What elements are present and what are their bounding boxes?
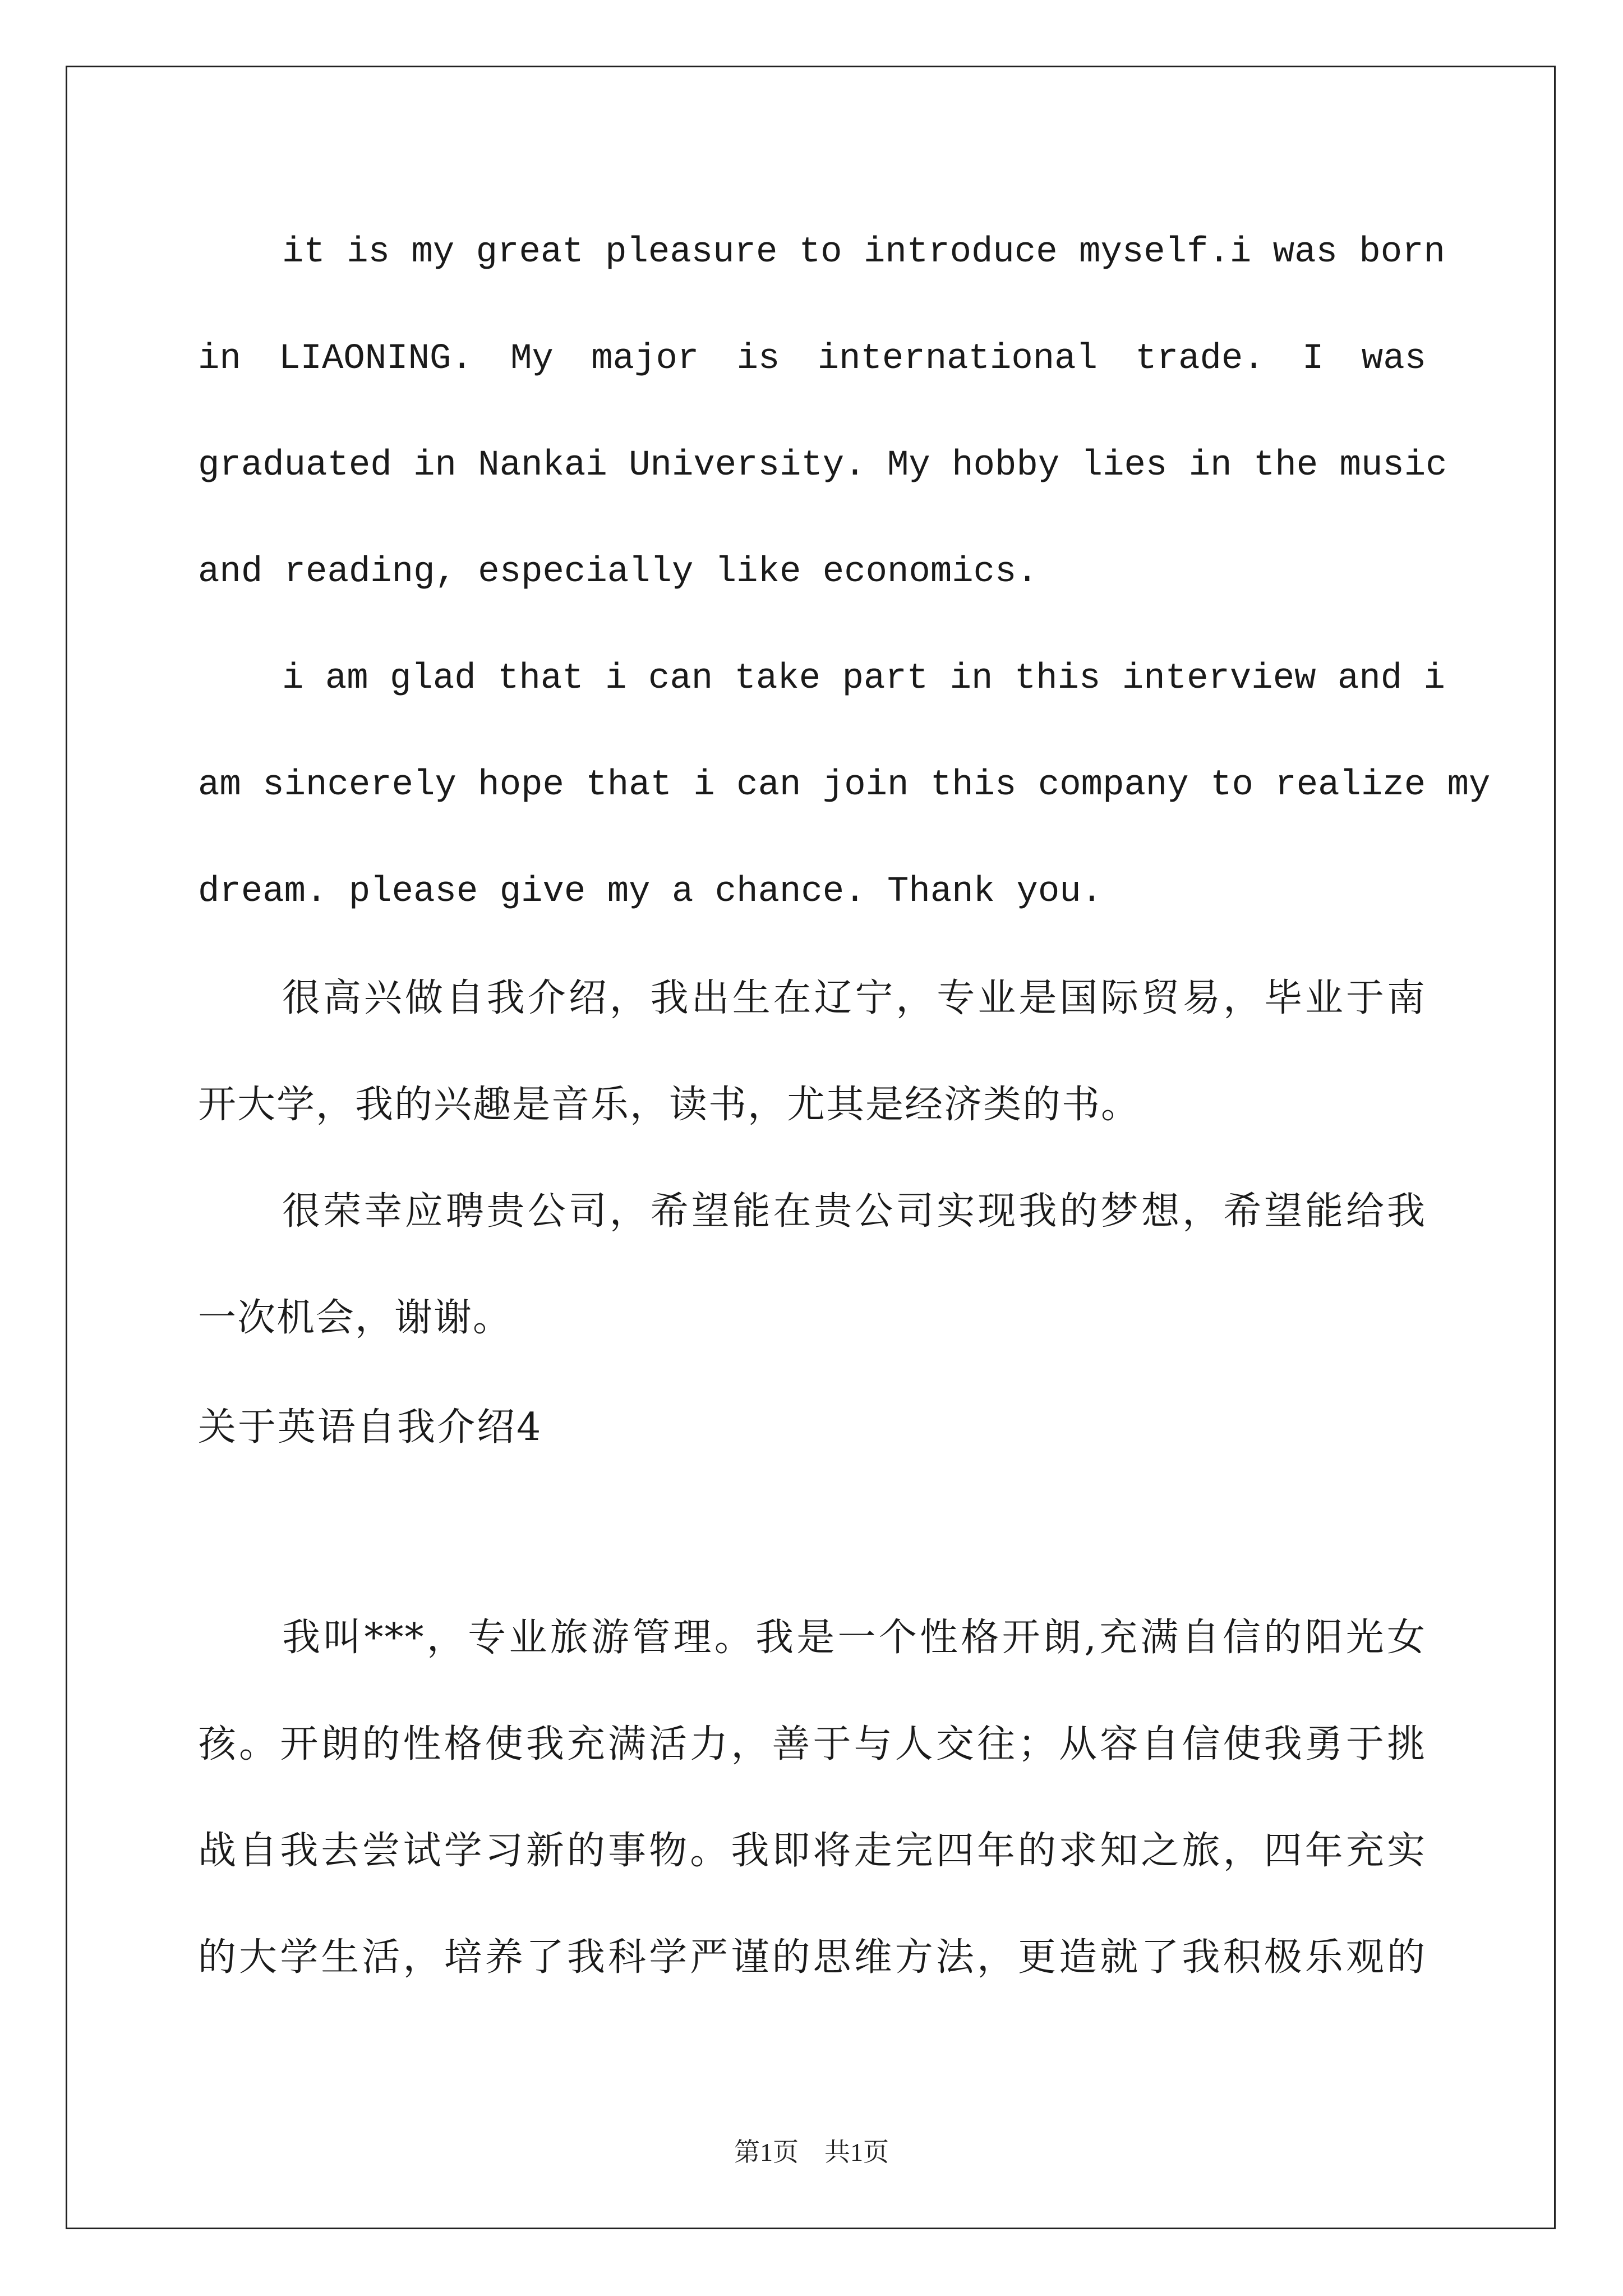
- page-footer: 第1页 共1页: [734, 2138, 889, 2166]
- text-line: 战自我去尝试学习新的事物。我即将走完四年的求知之旅，四年充实: [198, 1829, 1426, 1873]
- text-line: 一次机会，谢谢。: [198, 1296, 513, 1340]
- paragraph-chinese-intro: [198, 945, 1426, 1158]
- paragraph-english-closing: [198, 625, 1491, 945]
- text-line: and reading, especially like economics.: [198, 552, 1038, 592]
- paragraph-chinese-self-intro: [198, 1585, 1426, 2011]
- text-line: it is my great pleasure to introduce myself.i was born: [282, 232, 1445, 273]
- text-line: in LIAONING. My major is international trade. I was: [198, 339, 1426, 379]
- paragraph-chinese-closing: [198, 1158, 1426, 1372]
- text-line: 开大学，我的兴趣是音乐，读书，尤其是经济类的书。: [198, 1083, 1141, 1127]
- text-line: am sincerely hope that i can join this company to realize my: [198, 765, 1491, 806]
- text-line: 很高兴做自我介绍，我出生在辽宁，专业是国际贸易，毕业于南: [282, 976, 1426, 1020]
- text-line: 的大学生活，培养了我科学严谨的思维方法，更造就了我积极乐观的: [198, 1935, 1426, 1980]
- text-line: graduated in Nankai University. My hobby lies in the music: [198, 445, 1447, 486]
- text-line: 很荣幸应聘贵公司，希望能在贵公司实现我的梦想，希望能给我: [282, 1189, 1426, 1234]
- text-line: dream. please give my a chance. Thank you.: [198, 872, 1103, 912]
- text-line: 我叫***，专业旅游管理。我是一个性格开朗,充满自信的阳光女: [282, 1616, 1426, 1660]
- paragraph-english-intro: [198, 199, 1447, 625]
- section-heading: 关于英语自我介绍4: [198, 1405, 543, 1450]
- text-line: 孩。开朗的性格使我充满活力，善于与人交往；从容自信使我勇于挑: [198, 1722, 1426, 1766]
- text-line: i am glad that i can take part in this interview and i: [282, 659, 1445, 699]
